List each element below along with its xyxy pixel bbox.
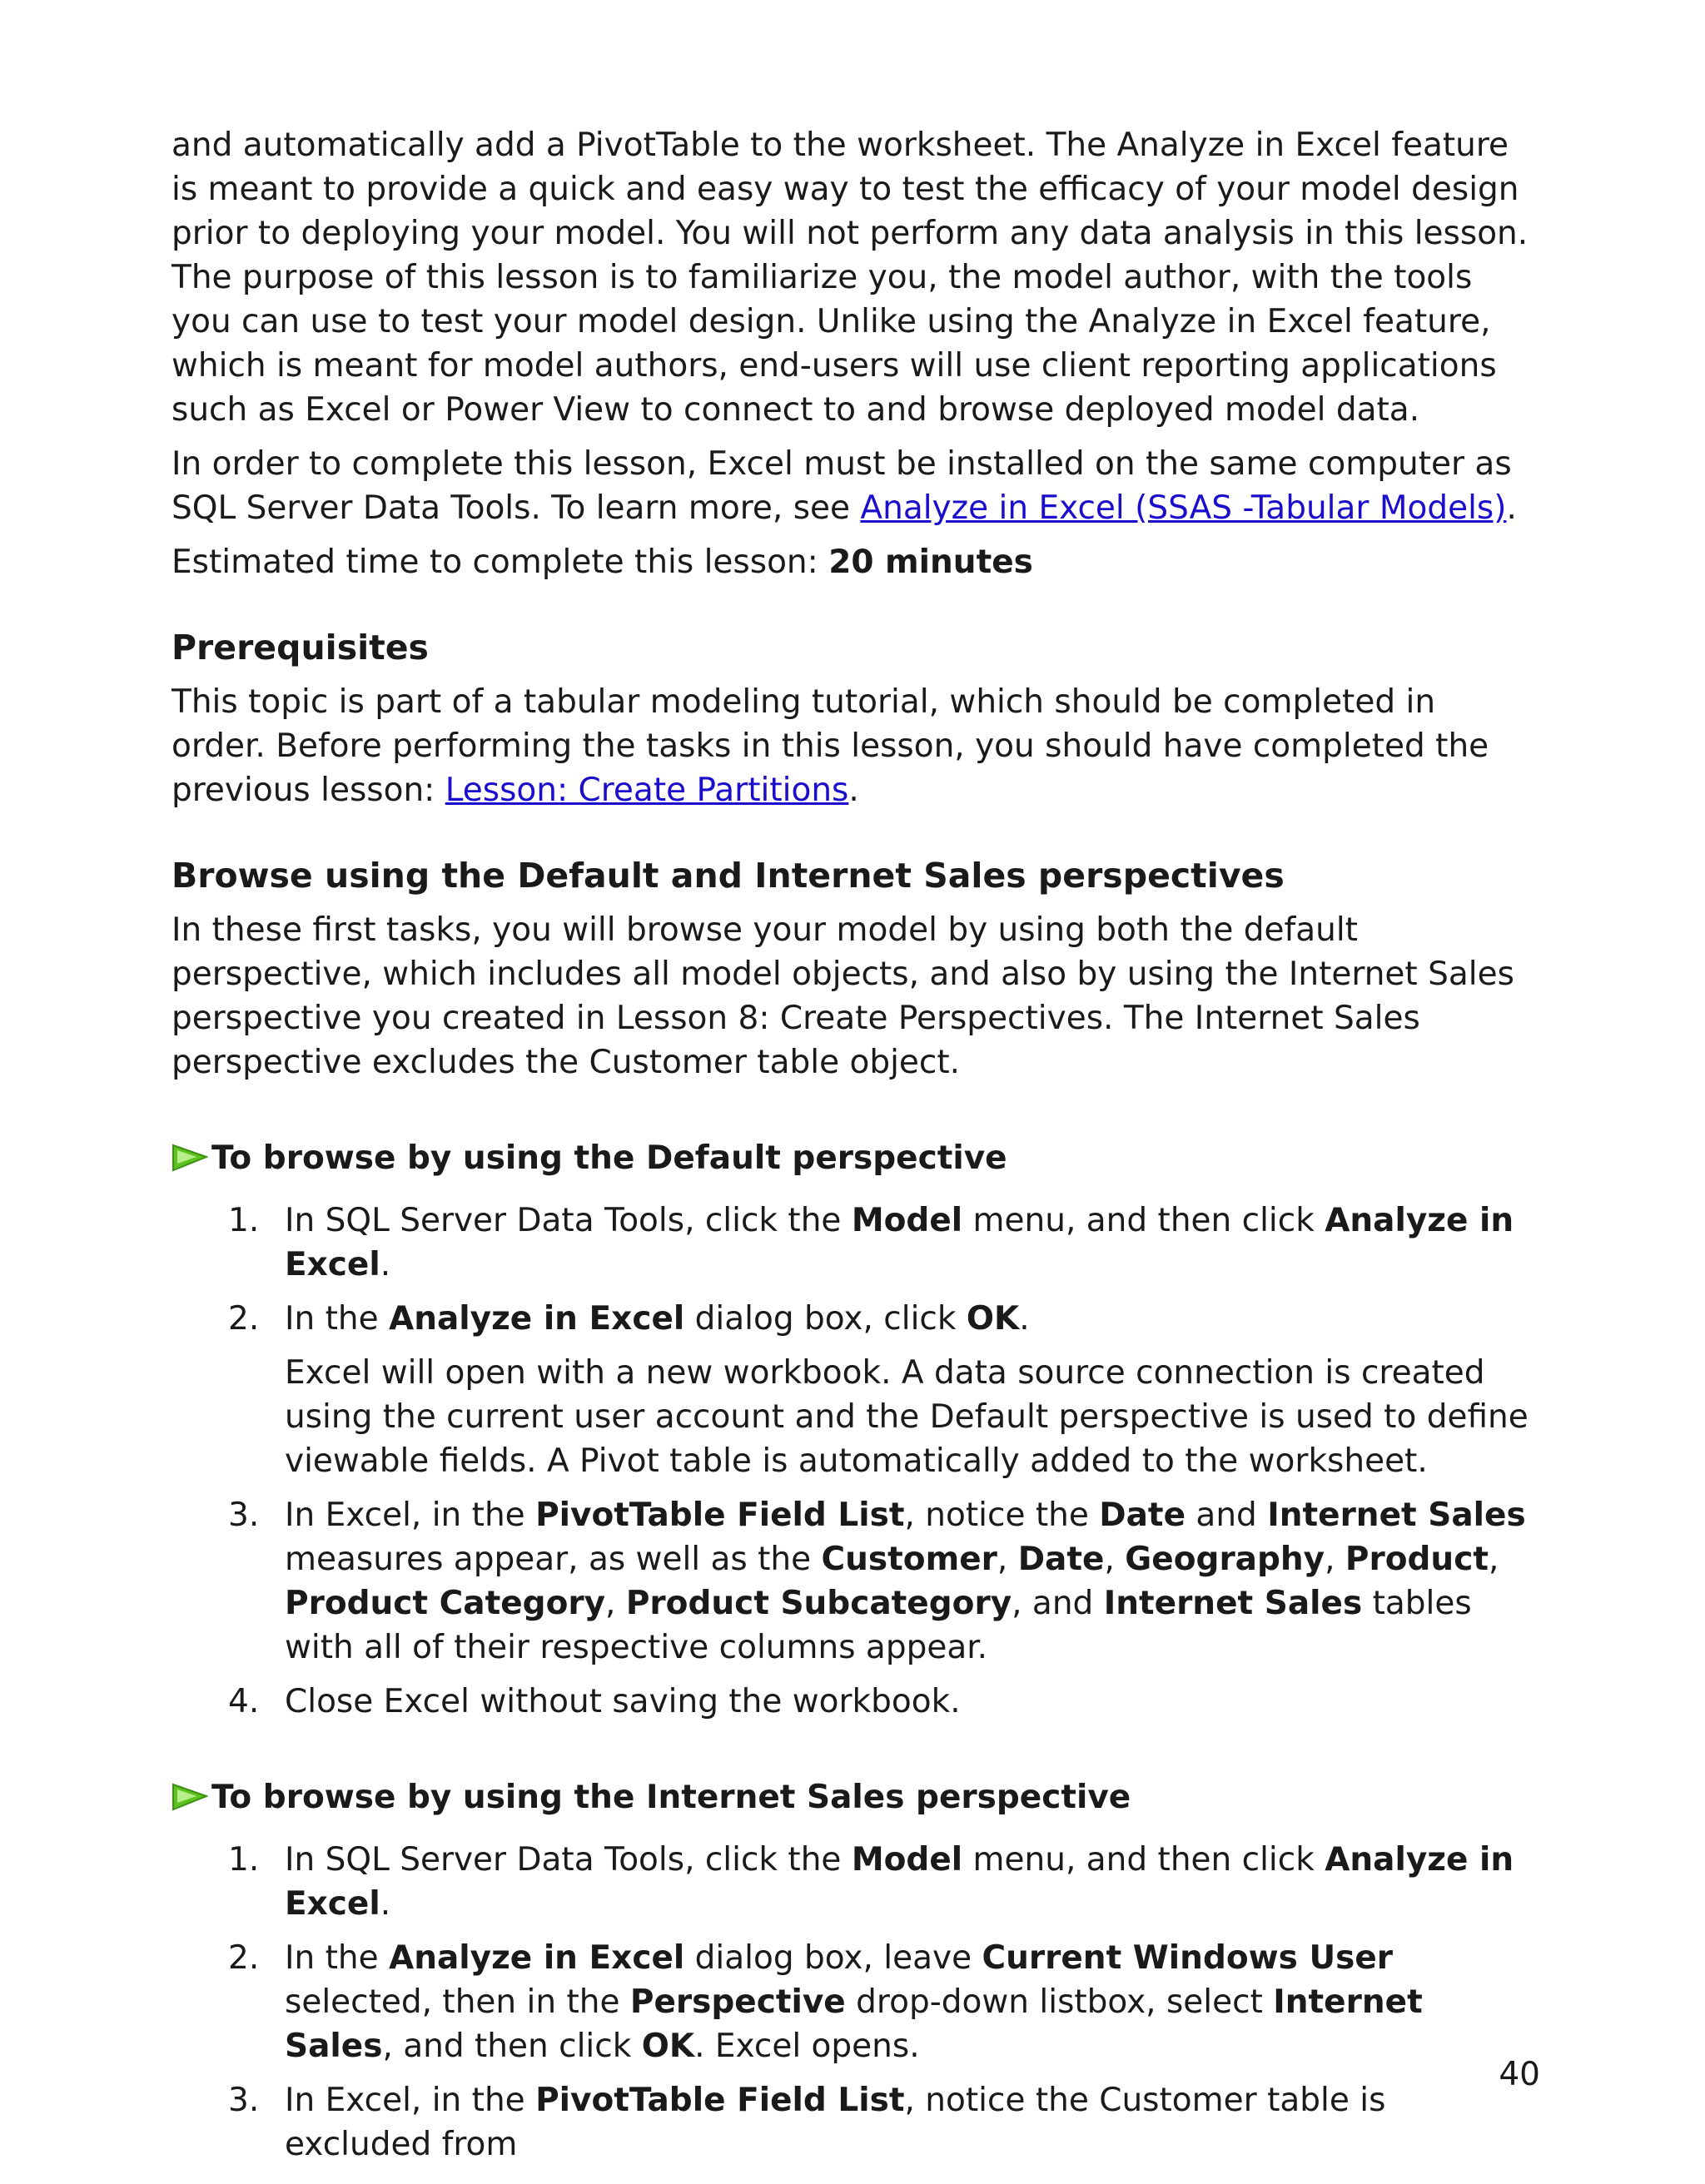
step-text: , <box>605 1585 626 1622</box>
step-text: , <box>1325 1541 1345 1578</box>
time-label: Estimated time to complete this lesson: <box>171 544 829 581</box>
list-item <box>171 1838 1537 1926</box>
step-number: 1. <box>228 1202 260 1239</box>
step-bold: Analyze in Excel <box>285 1841 1514 1923</box>
step-bold: Model <box>851 1202 963 1239</box>
step-bold: Internet Sales <box>285 1983 1423 2065</box>
procedure-arrow-icon <box>171 1782 208 1814</box>
step-number: 1. <box>228 1841 260 1879</box>
step-text: menu, and then click <box>962 1841 1325 1879</box>
step-number: 2. <box>228 1300 260 1338</box>
step-text: In Excel, in the <box>285 1497 536 1534</box>
internet-sales-steps <box>171 1838 1537 2167</box>
step-bold: PivotTable Field List <box>535 2082 905 2119</box>
step-text: measures appear, as well as the <box>285 1541 822 1578</box>
default-perspective-procedure-heading <box>171 1136 1537 1180</box>
prereq-period: . <box>848 772 859 809</box>
browse-heading: Browse using the Default and Internet Sales perspectives <box>171 856 1285 896</box>
analyze-in-excel-link[interactable]: Analyze in Excel (SSAS -Tabular Models) <box>860 489 1507 527</box>
page-content <box>171 123 1537 2167</box>
step-bold: Model <box>851 1841 963 1879</box>
browse-paragraph: In these first tasks, you will browse your model by using both the default perspective, which includes all model objects, and also by using the Internet Sales perspective you created in Lesson 8: Create Perspectives. The Internet Sales perspective excludes the Customer table object. <box>171 911 1514 1081</box>
step-text: , notice the <box>904 1497 1100 1534</box>
step-bold: Product Subcategory <box>625 1585 1012 1622</box>
step-text: dialog box, click <box>684 1300 967 1338</box>
step-text: In Excel, in the <box>285 2082 536 2119</box>
step-bold: Analyze in Excel <box>285 1202 1514 1283</box>
step-text: , <box>997 1541 1018 1578</box>
step-bold: Analyze in Excel <box>389 1300 685 1338</box>
step-text: drop-down listbox, select <box>845 1983 1274 2021</box>
step-number: 4. <box>228 1683 260 1720</box>
step-text: and <box>1186 1497 1268 1534</box>
step-bold: Geography <box>1125 1541 1325 1578</box>
list-item <box>171 2078 1537 2167</box>
step-bold: PivotTable Field List <box>535 1497 905 1534</box>
step-note: Excel will open with a new workbook. A data source connection is created using the current user account and the Default perspective is used to define viewable fields. A Pivot table is automatically added to the worksheet. <box>285 1354 1529 1480</box>
step-number: 3. <box>228 2082 260 2119</box>
list-item <box>171 1493 1537 1670</box>
step-number: 2. <box>228 1939 260 1977</box>
step-text: In the <box>285 1939 390 1977</box>
step-bold: Customer <box>821 1541 997 1578</box>
step-text: . Excel opens. <box>694 2028 920 2065</box>
procedure-arrow-icon <box>171 1143 208 1174</box>
procedure-heading-text: To browse by using the Default perspective <box>211 1139 1007 1177</box>
step-bold: Analyze in Excel <box>389 1939 685 1977</box>
step-bold: Date <box>1099 1497 1186 1534</box>
step-text: In the <box>285 1300 390 1338</box>
step-text: , and then click <box>382 2028 642 2065</box>
create-partitions-link[interactable]: Lesson: Create Partitions <box>445 772 849 809</box>
step-text: tables with all of their respective columns appear. <box>285 1585 1472 1666</box>
step-text: . <box>380 1246 391 1283</box>
step-bold: Date <box>1017 1541 1105 1578</box>
list-item <box>171 1936 1537 2068</box>
prerequisites-heading: Prerequisites <box>171 628 429 668</box>
step-text: . <box>1019 1300 1030 1338</box>
step-text: selected, then in the <box>285 1983 630 2021</box>
step-text: menu, and then click <box>962 1202 1325 1239</box>
time-value: 20 minutes <box>828 544 1033 581</box>
step-bold: Product <box>1345 1541 1489 1578</box>
step-bold: OK <box>966 1300 1020 1338</box>
requirement-text: In order to complete this lesson, Excel must be installed on the same computer as SQL Server Data Tools. To learn more, see <box>171 445 1512 527</box>
step-bold: Current Windows User <box>982 1939 1394 1977</box>
default-perspective-steps <box>171 1199 1537 1724</box>
step-text: In SQL Server Data Tools, click the <box>285 1202 852 1239</box>
step-text: , <box>1488 1541 1499 1578</box>
step-text: , notice the Customer table is excluded from <box>285 2082 1386 2163</box>
step-bold: Internet Sales <box>1103 1585 1363 1622</box>
list-item <box>171 1199 1537 1287</box>
excel-requirement-paragraph <box>171 442 1537 530</box>
prerequisites-paragraph <box>171 680 1537 812</box>
step-text: In SQL Server Data Tools, click the <box>285 1841 852 1879</box>
step-text: , and <box>1012 1585 1104 1622</box>
step-text: . <box>380 1885 391 1923</box>
step-bold: Internet Sales <box>1267 1497 1526 1534</box>
list-item <box>171 1680 1537 1724</box>
step-text: Close Excel without saving the workbook. <box>285 1683 961 1720</box>
requirement-period: . <box>1506 489 1517 527</box>
list-item <box>171 1297 1537 1483</box>
internet-sales-procedure-heading <box>171 1775 1537 1819</box>
step-number: 3. <box>228 1497 260 1534</box>
prereq-text: This topic is part of a tabular modeling tutorial, which should be completed in order. Before performing the tasks in this lesson, you should have completed the previous lesson: <box>171 683 1489 809</box>
step-text: , <box>1104 1541 1126 1578</box>
step-text: dialog box, leave <box>684 1939 982 1977</box>
page-number: 40 <box>1499 2056 1540 2093</box>
intro-paragraph: and automatically add a PivotTable to the worksheet. The Analyze in Excel feature is meant to provide a quick and easy way to test the efficacy of your model design prior to deploying your model. You will not perform any data analysis in this lesson. The purpose of this lesson is to familiarize you, the model author, with the tools you can use to test your model design. Unlike using the Analyze in Excel feature, which is meant for model authors, end-users will use client reporting applications such as Excel or Power View to connect to and browse deployed model data. <box>171 127 1529 429</box>
procedure-heading-text: To browse by using the Internet Sales perspective <box>211 1779 1131 1816</box>
step-bold: Perspective <box>629 1983 846 2021</box>
step-bold: Product Category <box>285 1585 606 1622</box>
step-bold: OK <box>641 2028 695 2065</box>
estimated-time <box>171 540 1537 584</box>
